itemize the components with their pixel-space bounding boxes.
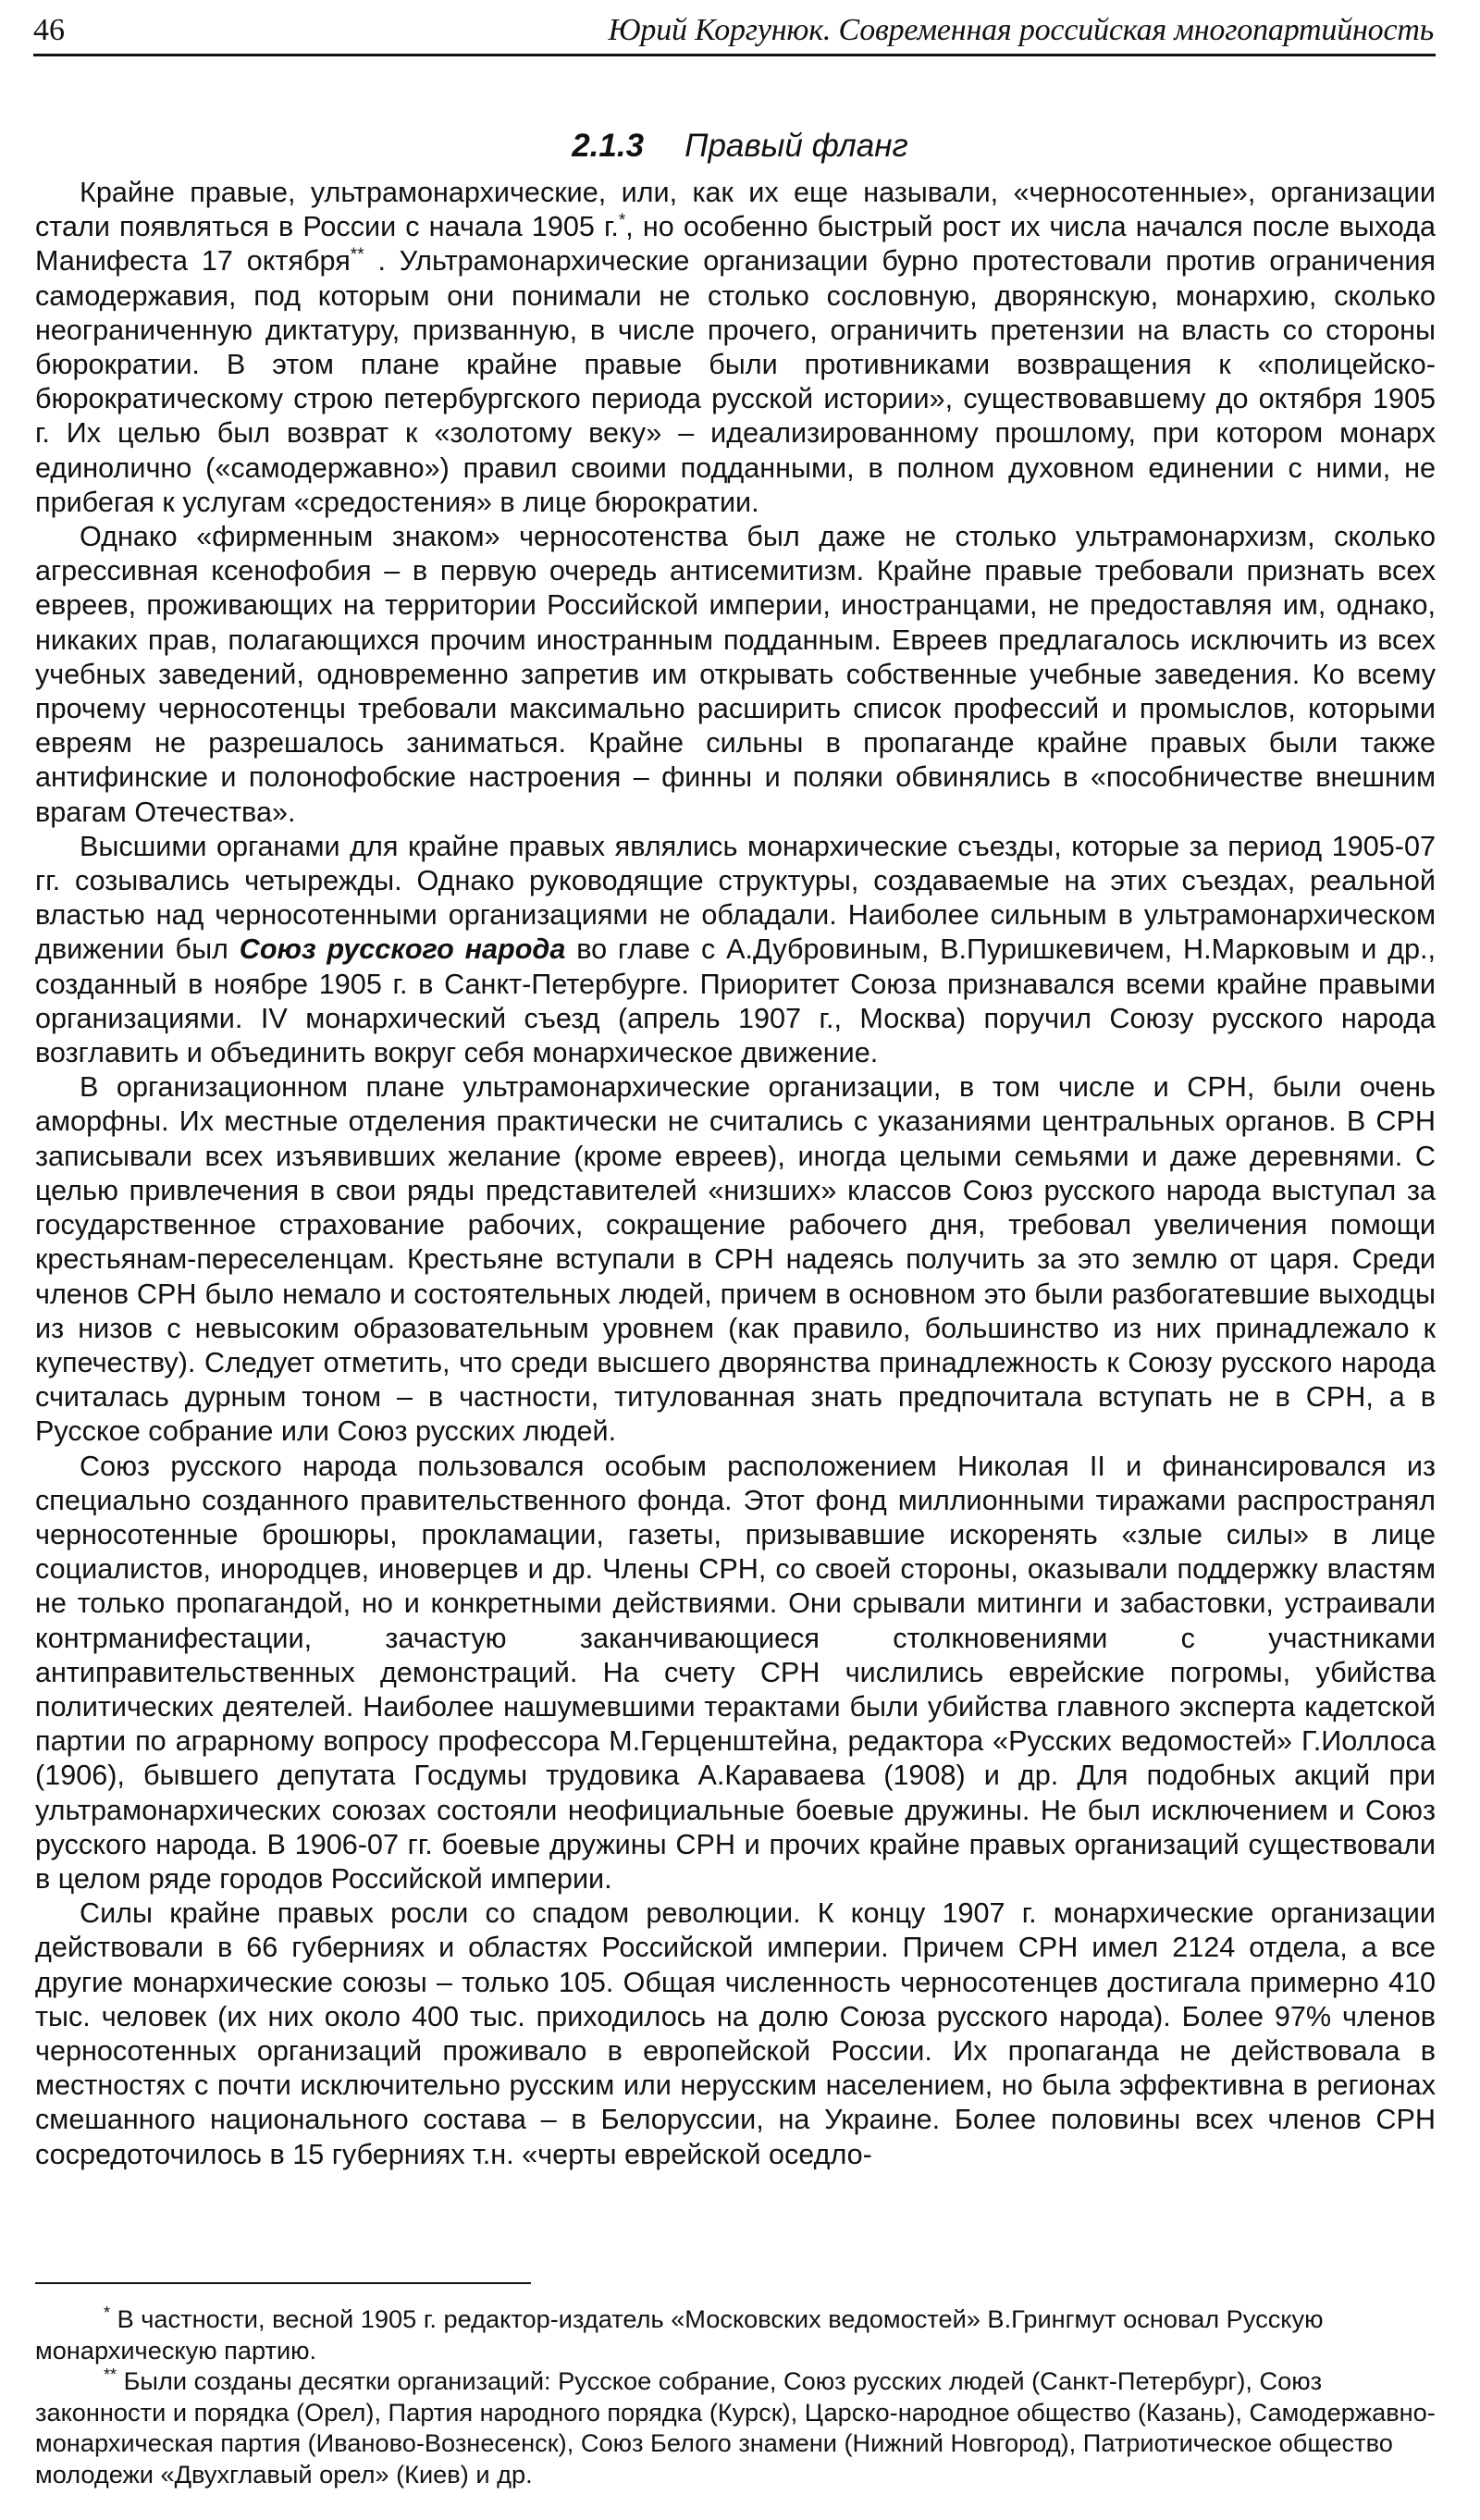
body-text — [35, 176, 1436, 2172]
running-title: Юрий Коргунюк. Современная российская многопартийность — [608, 13, 1434, 47]
section-number: 2.1.3 — [572, 128, 645, 164]
paragraph — [35, 176, 1436, 520]
paragraph — [35, 830, 1436, 1070]
footnote-divider — [35, 2282, 531, 2284]
paragraph-text: Крайне правые, ультрамонархические, или, как их еще называли, «черносотенные», организации стали появляться в России с начала 1905 г. — [35, 177, 1436, 243]
running-header — [33, 9, 1436, 56]
footnote-mark: * — [104, 2303, 111, 2322]
footnote-mark: ** — [104, 2365, 117, 2384]
paragraph-text: , но особенно быстрый рост их числа начался после выхода Манифеста 17 октября — [35, 211, 1436, 278]
paragraph: Однако «фирменным знаком» черносотенства был даже не столько ультрамонархизм, сколько агрессивная ксенофобия – в первую очередь антисемитизм. Крайне правые требовали признать всех евреев, проживающих на территории Российской империи, иностранцами, не предоставляя им, однако, никаких прав, полагающихся прочим иностранным подданным. Евреев предлагалось исключить из всех учебных заведений, одновременно запретив им открывать собственные учебные заведения. Ко всему прочему черносотенцы требовали максимально расширить список профессий и промыслов, которыми евреям не разрешалось заниматься. Крайне сильны в пропаганде крайне правых были также антифинские и полонофобские настроения – финны и поляки обвинялись в «пособничестве внешним врагам Отечества». — [35, 521, 1436, 828]
emphasized-term: Союз русского народа — [239, 933, 566, 966]
section-title: Правый фланг — [684, 128, 908, 164]
paragraph-text: Высшими органами для крайне правых являлись монархические съезды, которые за период 1905-07 гг. созывались четырежды. Однако руководящие структуры, создаваемые на этих съездах, реальной властью над черносотенными организациями не обладали. Наиболее сильным в ультрамонархическом движении был — [35, 830, 1436, 966]
footnote — [35, 2304, 1436, 2366]
paragraph: В организационном плане ультрамонархические организации, в том числе и СРН, были очень аморфны. Их местные отделения практически не считались с указаниями центральных органов. В СРН записывали всех изъявивших желание (кроме евреев), иногда целыми семьями и даже деревнями. С целью привлечения в свои ряды представителей «низших» классов Союз русского народа выступал за государственное страхование рабочих, сокращение рабочего дня, требовал увеличения помощи крестьянам-переселенцам. Крестьяне вступали в СРН надеясь получить за это землю от царя. Среди членов СРН было немало и состоятельных людей, причем в основном это были разбогатевшие выходцы из низов с невысоким образовательным уровнем (как правило, большинство из них принадлежало к купечеству). Следует отметить, что среди высшего дворянства принадлежность к Союзу русского народа считалась дурным тоном – в частности, титулованная знать предпочитала вступать не в СРН, а в Русское собрание или Союз русских людей. — [35, 1071, 1436, 1448]
paragraph: Силы крайне правых росли со спадом революции. К концу 1907 г. монархические организации действовали в 66 губерниях и областях Российской империи. Причем СРН имел 2124 отдела, а все другие монархические союзы – только 105. Общая численность черносотенцев достигала примерно 410 тыс. человек (их них около 400 тыс. приходилось на долю Союза русского народа). Более 97% членов черносотенных организаций проживало в европейской России. Их пропаганда не действовала в местностях с почти исключительно русским или нерусским населением, но была эффективна в регионах смешанного национального состава – в Белоруссии, на Украине. Более половины всех членов СРН сосредоточилось в 15 губерниях т.н. «черты еврейской оседло- — [35, 1897, 1436, 2170]
footnote-text: В частности, весной 1905 г. редактор-издатель «Московских ведомостей» В.Грингмут основал Русскую монархическую партию. — [35, 2304, 1324, 2365]
paragraph-text: во главе с А.Дубровиным, В.Пуришкевичем, Н.Марковым и др., созданный в ноябре 1905 г. в Санкт-Петербурге. Приоритет Союза признавался всеми крайне правыми организациями. IV монархический съезд (апрель 1907 г., Москва) поручил Союзу русского народа возглавить и объединить вокруг себя монархическое движение. — [35, 933, 1437, 1069]
paragraph-text: . Ультрамонархические организации бурно протестовали против ограничения самодержавия, под которым они понимали не столько сословную, дворянскую, монархию, сколько неограниченную диктатуру, призванную, в числе прочего, ограничить претензии на власть со стороны бюрократии. В этом плане крайне правые были противниками возвращения к «полицейско-бюрократическому строю петербургского периода русской истории», существовавшему до октября 1905 г. Их целью был возврат к «золотому веку» – идеализированному прошлому, при котором монарх единолично («самодержавно») правил своими подданными, в полном духовном единении с ними, не прибегая к услугам «средостения» в лице бюрократии. — [35, 245, 1436, 518]
footnote-text: Были созданы десятки организаций: Русское собрание, Союз русских людей (Санкт-Петербург), Союз законности и порядка (Орел), Партия народного порядка (Курск), Царско-народное общество (Казань), Самодержавно-монархическая партия (Иваново-Вознесенск), Союз Белого знамени (Нижний Новгород), Патриотическое общество молодежи «Двухглавый орел» (Киев) и др. — [35, 2366, 1436, 2489]
footnote-ref: * — [618, 211, 626, 231]
footnotes — [35, 2304, 1436, 2489]
footnote — [35, 2366, 1436, 2489]
paragraph: Союз русского народа пользовался особым расположением Николая II и финансировался из специально созданного правительственного фонда. Этот фонд миллионными тиражами распространял черносотенные брошюры, прокламации, газеты, призывавшие искоренять «злые силы» в лице социалистов, инородцев, иноверцев и др. Члены СРН, со своей стороны, оказывали поддержку властям не только пропагандой, но и конкретными действиями. Они срывали митинги и забастовки, устраивали контрманифестации, зачастую заканчивающиеся столкновениями с участниками антиправительственных демонстраций. На счету СРН числились еврейские погромы, убийства политических деятелей. Наиболее нашумевшими терактами были убийства главного эксперта кадетской партии по аграрному вопросу профессора М.Герценштейна, редактора «Русских ведомостей» Г.Иоллоса (1906), бывшего депутата Госдумы трудовика А.Караваева (1908) и др. Для подобных акций при ультрамонархических союзах состояли неофициальные боевые дружины. Не был исключением и Союз русского народа. В 1906-07 гг. боевые дружины СРН и прочих крайне правых организаций существовали в целом ряде городов Российской империи. — [35, 1450, 1436, 1895]
page-number: 46 — [33, 13, 65, 47]
section-heading — [0, 128, 1480, 165]
footnote-ref: ** — [350, 245, 364, 266]
